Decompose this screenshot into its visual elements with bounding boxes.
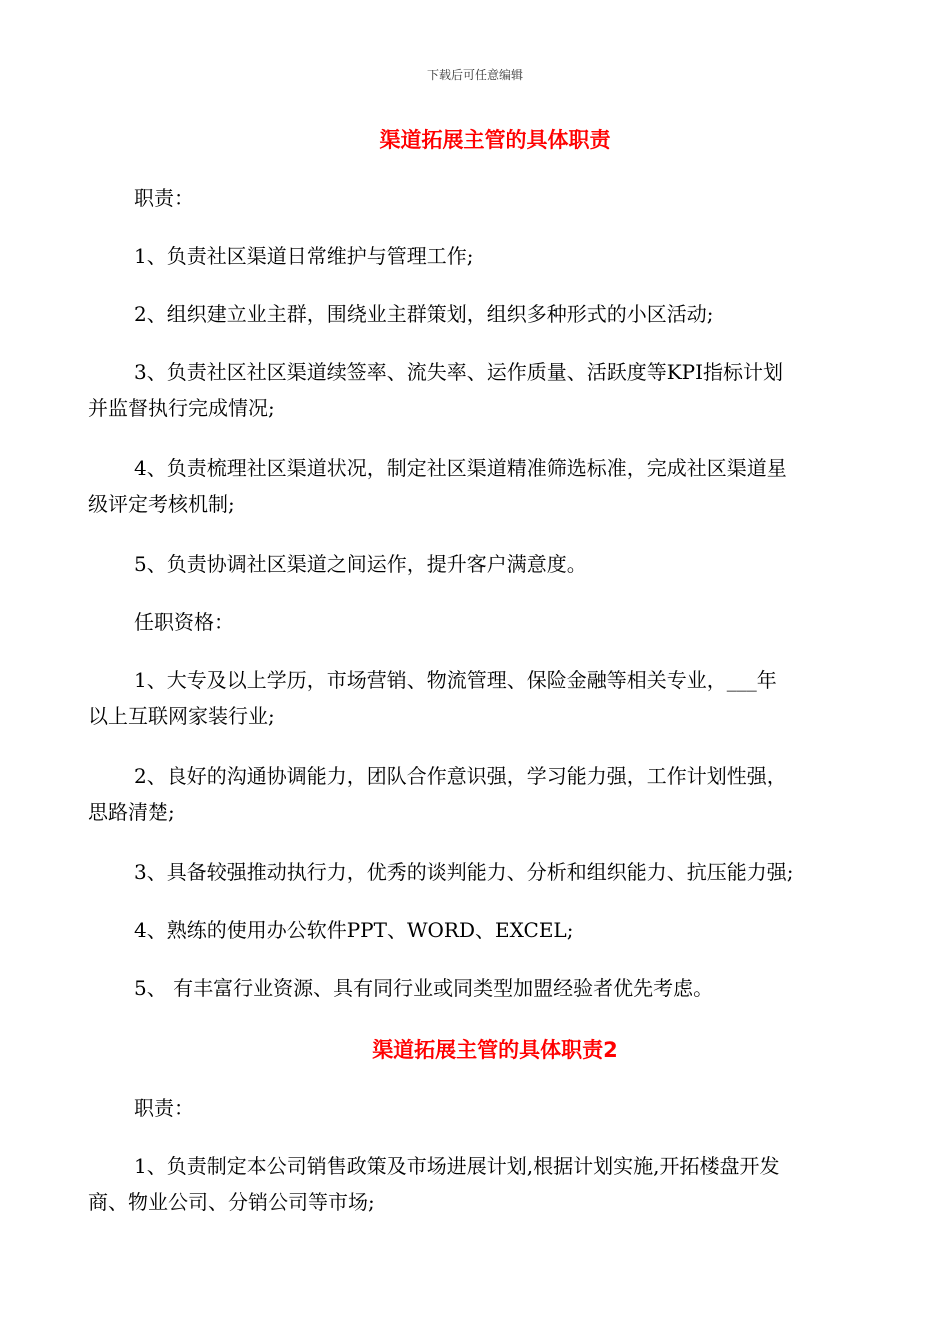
- duty-item-3: 3、负责社区社区渠道续签率、流失率、运作质量、活跃度等KPI指标计划: [134, 360, 784, 384]
- duty-item-2: 2、组织建立业主群，围绕业主群策划，组织多种形式的小区活动;: [134, 302, 714, 326]
- duty-item-4-cont: 级评定考核机制;: [88, 492, 235, 516]
- qualification-item-1-cont: 以上互联网家装行业;: [88, 704, 275, 728]
- section-2-duty-item-1: 1、负责制定本公司销售政策及市场进展计划,根据计划实施,开拓楼盘开发: [134, 1154, 780, 1178]
- section-2-title: 渠道拓展主管的具体职责2: [372, 1038, 618, 1062]
- qualification-item-3: 3、具备较强推动执行力，优秀的谈判能力、分析和组织能力、抗压能力强;: [134, 860, 794, 884]
- qualification-item-1: 1、大专及以上学历，市场营销、物流管理、保险金融等相关专业，___年: [134, 668, 777, 692]
- duties-label: 职责：: [134, 186, 194, 210]
- duty-item-3-cont: 并监督执行完成情况;: [88, 396, 275, 420]
- qualifications-label: 任职资格：: [134, 610, 234, 634]
- qualification-item-5: 5、 有丰富行业资源、具有同行业或同类型加盟经验者优先考虑。: [134, 976, 714, 1000]
- section-2-duty-item-1-cont: 商、物业公司、分销公司等市场;: [88, 1190, 375, 1214]
- qualification-item-4: 4、熟练的使用办公软件PPT、WORD、EXCEL;: [134, 918, 574, 942]
- header-note: 下载后可任意编辑: [426, 68, 523, 82]
- qualification-item-2-cont: 思路清楚;: [88, 800, 175, 824]
- duty-item-1: 1、负责社区渠道日常维护与管理工作;: [134, 244, 474, 268]
- qualification-item-2: 2、良好的沟通协调能力，团队合作意识强，学习能力强，工作计划性强，: [134, 764, 787, 788]
- section-1-title: 渠道拓展主管的具体职责: [379, 128, 611, 152]
- duty-item-4: 4、负责梳理社区渠道状况，制定社区渠道精准筛选标准，完成社区渠道星: [134, 456, 787, 480]
- duty-item-5: 5、负责协调社区渠道之间运作，提升客户满意度。: [134, 552, 587, 576]
- section-2-duties-label: 职责：: [134, 1096, 194, 1120]
